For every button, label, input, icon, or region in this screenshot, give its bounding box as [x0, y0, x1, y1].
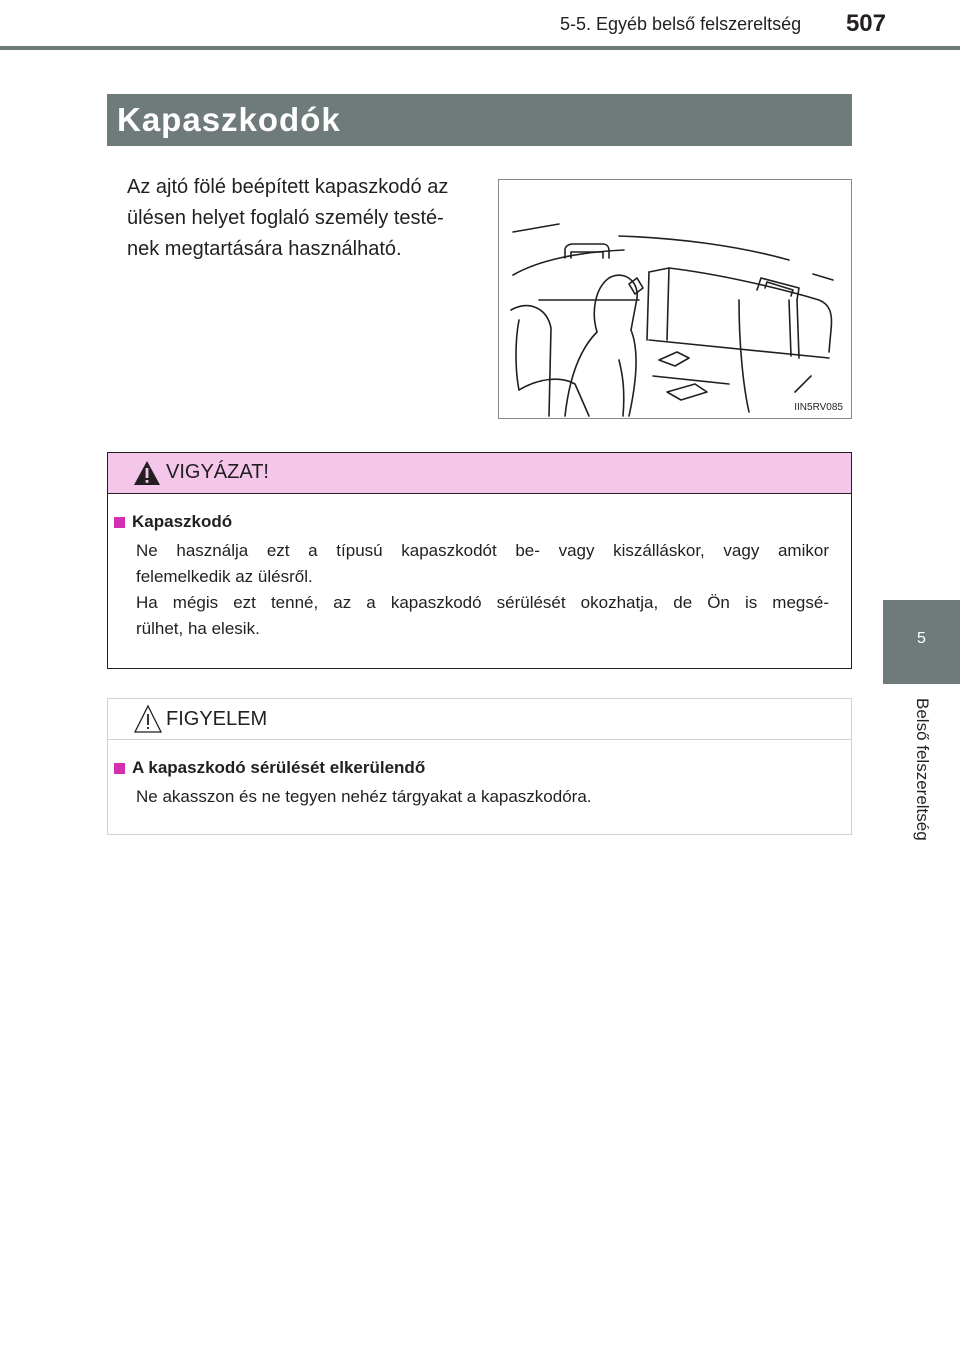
intro-line: nek megtartására használható.	[127, 238, 402, 260]
warning-line: felemelkedik az ülésről.	[136, 567, 313, 586]
notice-box	[107, 698, 852, 835]
warning-line: Ne használja ezt a típusú kapaszkodót be- vagy kiszálláskor, vagy amikor	[136, 541, 829, 560]
running-header: 5-5. Egyéb belső felszereltség	[560, 14, 802, 34]
bullet-square-icon	[114, 517, 125, 528]
warning-line: rülhet, ha elesik.	[136, 619, 260, 638]
chapter-number: 5	[917, 630, 926, 647]
warning-item-heading	[114, 512, 829, 532]
caution-triangle-icon	[133, 704, 163, 734]
notice-item-title: A kapaszkodó sérülését elkerülendő	[132, 758, 426, 777]
intro-line: ülésen helyet foglaló személy testé-	[127, 207, 444, 229]
warning-body	[108, 494, 851, 642]
section-title: Kapaszkodók	[107, 94, 852, 146]
bullet-square-icon	[114, 763, 125, 774]
warning-box	[107, 452, 852, 669]
intro-line: Az ajtó fölé beépített kapaszkodó az	[127, 176, 449, 198]
notice-text	[136, 784, 829, 810]
notice-title: FIGYELEM	[166, 708, 268, 730]
warning-header	[108, 453, 851, 494]
warning-item-title: Kapaszkodó	[132, 512, 233, 531]
intro-paragraph	[127, 172, 482, 265]
header-rule	[0, 46, 960, 50]
chapter-title-vertical	[883, 698, 960, 908]
notice-header	[108, 699, 851, 740]
assist-grip-illustration	[498, 179, 852, 419]
notice-item-heading	[114, 758, 829, 778]
warning-line: Ha mégis ezt tenné, az a kapaszkodó sérülését okozhatja, de Ön is megsé-	[136, 593, 829, 612]
figure-id: IIN5RV085	[794, 402, 843, 413]
notice-line: Ne akasszon és ne tegyen nehéz tárgyakat a kapaszkodóra.	[136, 787, 592, 806]
notice-body	[108, 740, 851, 810]
page-number: 507	[845, 10, 886, 37]
warning-text	[136, 538, 829, 642]
chapter-tab	[883, 600, 960, 684]
car-interior-drawing	[499, 180, 852, 419]
chapter-title: Belső felszereltség	[912, 698, 932, 841]
warning-title: VIGYÁZAT!	[166, 461, 269, 483]
warning-triangle-icon	[133, 460, 161, 486]
